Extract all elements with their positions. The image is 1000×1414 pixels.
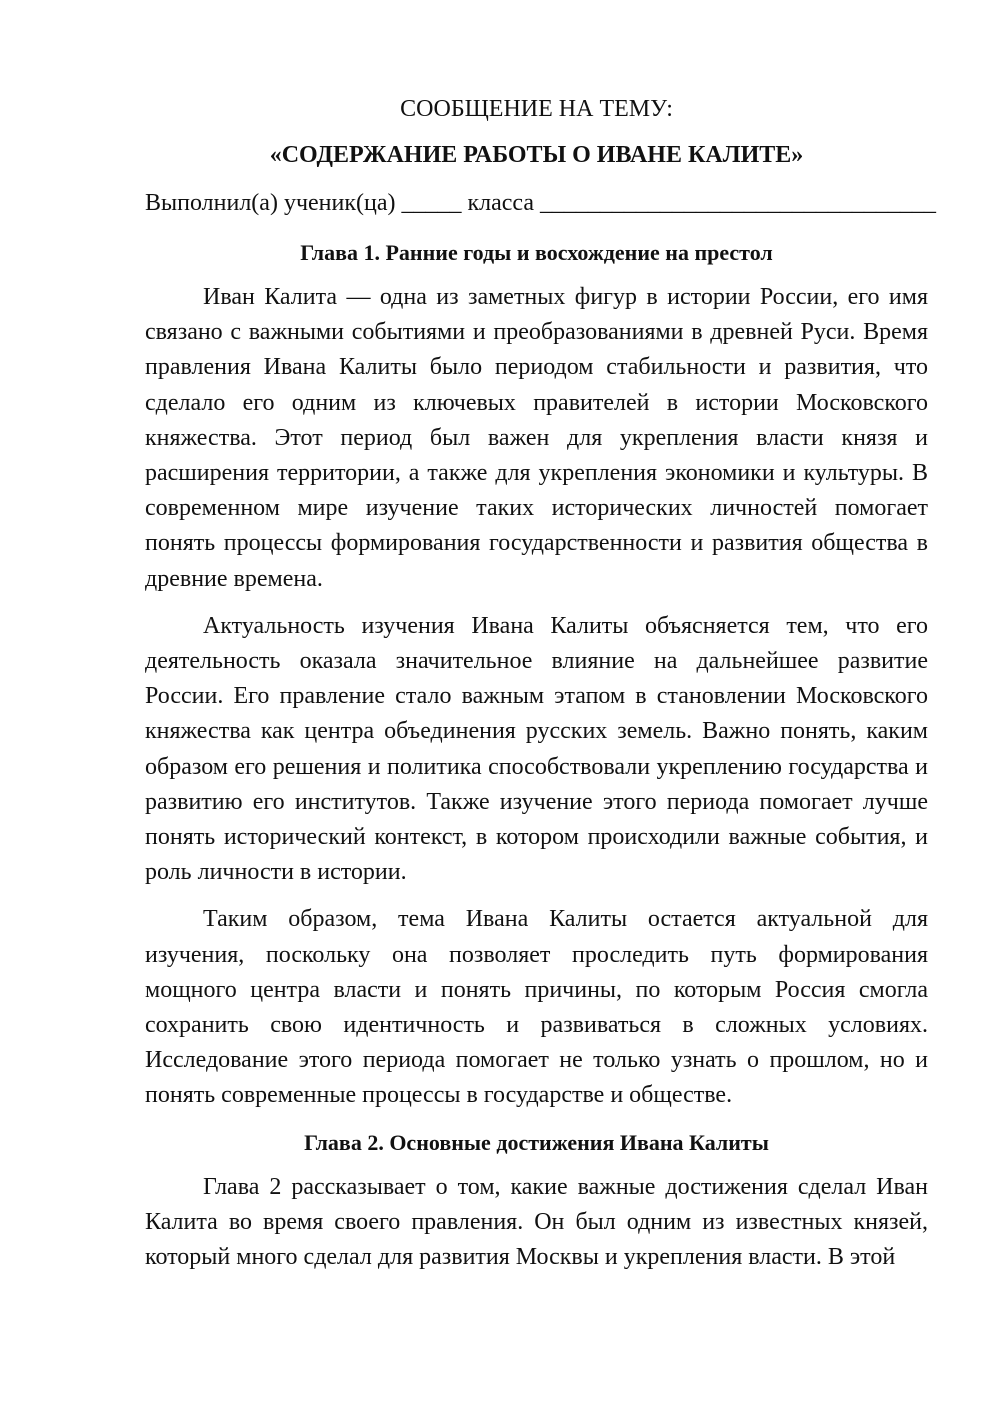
chapter-1-paragraph-3: Таким образом, тема Ивана Калиты остается актуальной для изучения, поскольку она позволяет проследить путь формирования мощного центра власти и понять причины, по которым Россия смогла сохранить свою идентичность и развиваться в сложных условиях. Исследование этого периода помогает не только узнать о прошлом, но и понять современные процессы в государстве и обществе. — [145, 906, 928, 1109]
chapter-1-paragraph-1: Иван Калита — одна из заметных фигур в истории России, его имя связано с важными событиями и преобразованиями в древней Руси. Время правления Ивана Калиты было периодом стабильности и развития, что сделало его одним из ключевых правителей в истории Московского княжества. Этот период был важен для укрепления власти князя и расширения территории, а также для укрепления экономики и культуры. В современном мире изучение таких исторических личностей помогает понять процессы формирования государственности и развития общества в древние времена. — [145, 284, 928, 592]
chapter-2-paragraph-1: Глава 2 рассказывает о том, какие важные достижения сделал Иван Калита во время своего правления. Он был одним из известных князей, который много сделал для развития Москвы и укрепления власти. В этой — [145, 1173, 928, 1271]
chapter-1-paragraph-2: Актуальность изучения Ивана Калиты объясняется тем, что его деятельность оказала значительное влияние на дальнейшее развитие России. Его правление стало важным этапом в становлении Московского княжества как центра объединения русских земель. Важно понять, каким образом его решения и политика способствовали укреплению государства и развитию его институтов. Также изучение этого периода помогает лучше понять исторический контекст, в котором происходили важные события, и роль личности в истории. — [145, 612, 928, 886]
chapter-1-heading: Глава 1. Ранние годы и восхождение на престол — [300, 240, 773, 265]
document-title-line2: «СОДЕРЖАНИЕ РАБОТЫ О ИВАНЕ КАЛИТЕ» — [269, 142, 804, 168]
chapter-2-heading: Глава 2. Основные достижения Ивана Калиты — [304, 1129, 769, 1155]
document-title-line1: СООБЩЕНИЕ НА ТЕМУ: — [400, 96, 673, 122]
document-body — [145, 92, 937, 1275]
author-byline: Выполнил(а) ученик(ца) _____ класса _________________________________ — [145, 190, 937, 216]
